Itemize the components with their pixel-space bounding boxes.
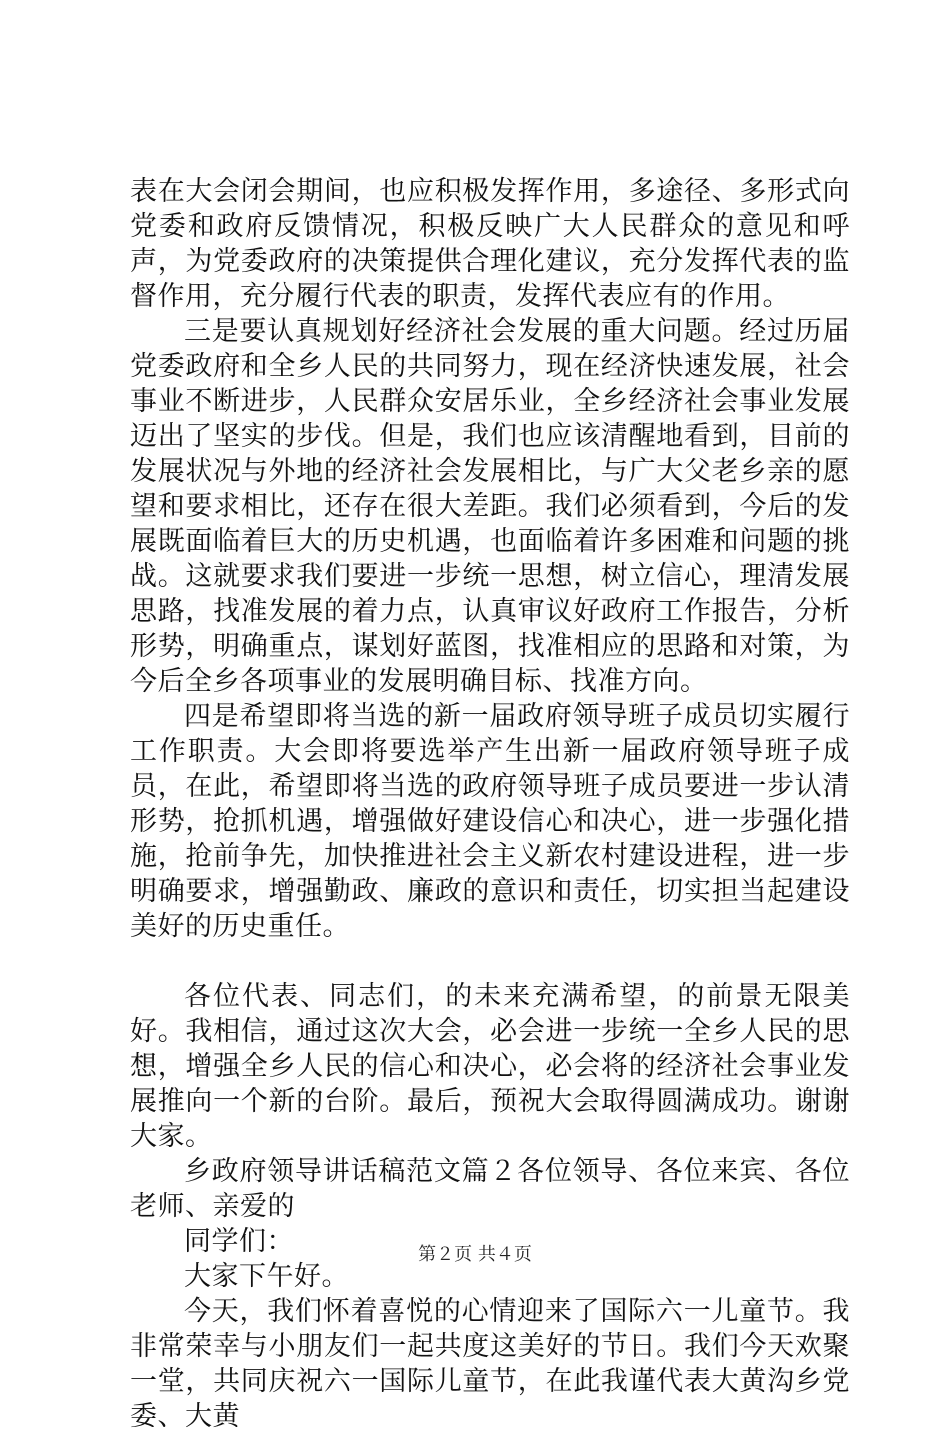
paragraph-greeting: 大家下午好。 — [184, 1261, 349, 1292]
paragraph-opening: 今天，我们怀着喜悦的心情迎来了国际六一儿童节。我非常荣幸与小朋友们一起共度这美好的节日。我们今天欢聚一堂，共同庆祝六一国际儿童节，在此我谨代表大黄沟乡党委、大黄 — [130, 1296, 850, 1432]
paragraph-closing: 各位代表、同志们，的未来充满希望，的前景无限美好。我相信，通过这次大会，必会进一步统一全乡人民的思想，增强全乡人民的信心和决心，必会将的经济社会事业发展推向一个新的台阶。最后，预祝大会取得圆满成功。谢谢大家。 — [130, 981, 850, 1152]
page-footer: 第２页 共４页 — [418, 1244, 532, 1265]
paragraph-article-two-heading: 乡政府领导讲话稿范文篇２各位领导、各位来宾、各位老师、亲爱的 — [130, 1156, 850, 1222]
paragraph-continued: 表在大会闭会期间，也应积极发挥作用，多途径、多形式向党委和政府反馈情况，积极反映广大人民群众的意见和呼声，为党委政府的决策提供合理化建议，充分发挥代表的监督作用，充分履行代表的职责，发挥代表应有的作用。 — [130, 176, 850, 312]
paragraph-salutation: 同学们： — [184, 1226, 294, 1257]
paragraph-item-four: 四是希望即将当选的新一届政府领导班子成员切实履行工作职责。大会即将要选举产生出新一届政府领导班子成员，在此，希望即将当选的政府领导班子成员要进一步认清形势，抢抓机遇，增强做好建设信心和决心，进一步强化措施，抢前争先，加快推进社会主义新农村建设进程，进一步明确要求，增强勤政、廉政的意识和责任，切实担当起建设美好的历史重任。 — [130, 701, 850, 942]
paragraph-item-three: 三是要认真规划好经济社会发展的重大问题。经过历届党委政府和全乡人民的共同努力，现在经济快速发展，社会事业不断进步，人民群众安居乐业，全乡经济社会事业发展迈出了坚实的步伐。但是，我们也应该清醒地看到，目前的发展状况与外地的经济社会发展相比，与广大父老乡亲的愿望和要求相比，还存在很大差距。我们必须看到，今后的发展既面临着巨大的历史机遇，也面临着许多困难和问题的挑战。这就要求我们要进一步统一思想，树立信心，理清发展思路，找准发展的着力点，认真审议好政府工作报告，分析形势，明确重点，谋划好蓝图，找准相应的思路和对策，为今后全乡各项事业的发展明确目标、找准方向。 — [130, 316, 850, 697]
